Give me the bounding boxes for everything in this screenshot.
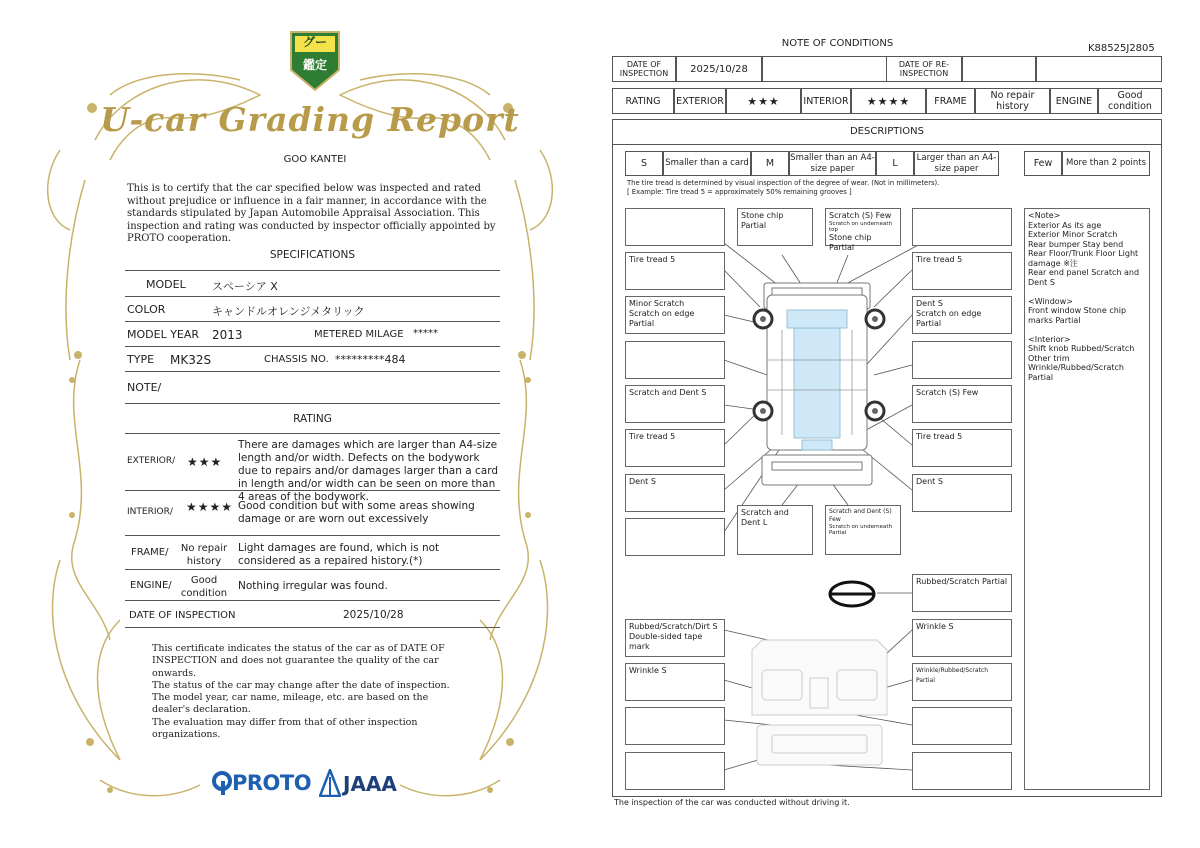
badge-bottom-text: 鑑定	[302, 58, 327, 72]
inspection-footer: The inspection of the car was conducted without driving it.	[614, 798, 850, 807]
color-label: COLOR	[127, 303, 166, 316]
note-line: Wrinkle/Rubbed/Scratch Partial	[1028, 363, 1124, 382]
interior-description: Good condition but with some areas showing damage or are worn out excessively	[238, 500, 475, 525]
damage-text: Stone chip Partial	[829, 233, 872, 252]
interior-stars-cell: ★★★★	[851, 88, 926, 114]
mileage-value: *****	[413, 328, 438, 339]
empty-cell	[762, 56, 888, 82]
proto-logo-icon	[212, 770, 232, 796]
note-line: <Note>	[1028, 211, 1061, 220]
damage-box	[825, 505, 901, 555]
engine-value-cell: Good condition	[1098, 88, 1162, 114]
damage-text: Scratch on edge Partial	[629, 309, 695, 328]
damage-box	[912, 752, 1012, 790]
damage-box	[625, 707, 725, 745]
damage-box	[625, 752, 725, 790]
date-of-inspection-value: 2025/10/28	[343, 609, 404, 621]
frame-description: Light damages are found, which is not considered as a repaired history.(*)	[238, 542, 440, 567]
frame-label-cell: FRAME	[926, 88, 975, 114]
model-value: スペーシア X	[212, 280, 278, 293]
damage-text: Double-sided tape mark	[629, 632, 703, 651]
damage-subtext: Scratch on underneath Partial	[829, 524, 893, 536]
model-year-value: 2013	[212, 328, 243, 342]
damage-box: Wrinkle S	[625, 663, 725, 701]
reinspection-value-cell	[962, 56, 1036, 82]
exterior-description: There are damages which are larger than A4-size length and/or width. Defects on the bodywork due to repairs and/or damages larger than a card in length and/or width can be seen on more than 4 areas of the bodywork.	[238, 439, 498, 503]
exterior-stars-cell: ★★★	[726, 88, 801, 114]
damage-box: Tire tread 5	[912, 252, 1012, 290]
mileage-label: METERED MILAGE	[314, 329, 404, 340]
type-value: MK32S	[170, 353, 212, 367]
legend-value-s: Smaller than a card	[663, 151, 751, 176]
model-label: MODEL	[146, 278, 186, 291]
divider	[125, 321, 500, 322]
damage-box	[625, 619, 725, 657]
damage-box: Dent S	[912, 474, 1012, 512]
divider	[125, 433, 500, 434]
engine-label-cell: ENGINE	[1050, 88, 1098, 114]
legend-key-few: Few	[1024, 151, 1062, 176]
damage-box	[625, 341, 725, 379]
divider	[125, 346, 500, 347]
jaaa-logo-text: JAAA	[343, 772, 397, 796]
damage-subtext: Scratch on underneath top	[829, 221, 893, 233]
note-of-conditions-panel	[600, 0, 1200, 848]
damage-box: Rubbed/Scratch Partial	[912, 574, 1012, 612]
note-line: Exterior Minor Scratch	[1028, 230, 1118, 239]
date-of-inspection-label: DATE OF INSPECTION	[129, 610, 236, 621]
chassis-value: *********484	[335, 353, 406, 366]
damage-box: Scratch and Dent S	[625, 385, 725, 423]
exterior-label: EXTERIOR/	[127, 456, 176, 466]
conditions-heading: NOTE OF CONDITIONS	[781, 38, 894, 49]
legend-value-l: Larger than an A4-size paper	[914, 151, 999, 176]
note-line: Shift knob Rubbed/Scratch	[1028, 344, 1135, 353]
note-line: Rear end panel Scratch and Dent S	[1028, 268, 1140, 287]
note-line: <Window>	[1028, 296, 1073, 306]
damage-box: Tire tread 5	[625, 429, 725, 467]
divider	[125, 600, 500, 601]
damage-box	[625, 296, 725, 334]
notes-panel	[1024, 208, 1150, 790]
footer-line: The model year, car name, mileage, etc. are based on the dealer's declaration.	[152, 692, 429, 716]
damage-box: Tire tread 5	[912, 429, 1012, 467]
rating-heading: RATING	[293, 413, 332, 425]
legend-key-s: S	[625, 151, 663, 176]
damage-box: Dent S	[625, 474, 725, 512]
intro-paragraph: This is to certify that the car specified below was inspected and rated without prejudice or influence in a fair manner, in accordance with the standards stipulated by Japan Automobile Appraisal Association. This inspection and rating was conducted by inspector officially appointed by PROTO cooperation.	[127, 183, 496, 244]
footer-line: The evaluation may differ from that of other inspection organizations.	[152, 716, 418, 741]
damage-text: Scratch (S) Few	[829, 211, 892, 220]
damage-box: Wrinkle S	[912, 619, 1012, 657]
engine-description: Nothing irregular was found.	[238, 580, 388, 592]
legend-value-few: More than 2 points	[1062, 151, 1150, 176]
damage-text: Scratch on edge Partial	[916, 309, 982, 328]
color-value: キャンドルオレンジメタリック	[212, 305, 365, 318]
damage-text: Dent S	[916, 299, 943, 308]
damage-box	[912, 707, 1012, 745]
damage-text: Rubbed/Scratch/Dirt S	[629, 622, 718, 631]
divider	[125, 371, 500, 372]
damage-box	[625, 208, 725, 246]
tire-note-line: [ Example: Tire tread 5 = approximately 50% remaining grooves ]	[627, 188, 852, 196]
exterior-label-cell: EXTERIOR	[674, 88, 726, 114]
reference-number: K88525J2805	[1088, 43, 1155, 54]
divider	[125, 569, 500, 570]
certificate-footer	[152, 643, 467, 741]
doi-label-cell: DATE OF INSPECTION	[612, 56, 676, 82]
tire-note-line: The tire tread is determined by visual inspection of the degree of wear. (Not in millimeters).	[627, 179, 940, 187]
interior-label: INTERIOR/	[127, 507, 173, 517]
legend-key-l: L	[876, 151, 914, 176]
engine-value: Good condition	[180, 575, 228, 599]
footer-line: The status of the car may change after the date of inspection.	[152, 679, 450, 691]
damage-text: Scratch and Dent (S) Few	[829, 508, 892, 523]
note-line: Other trim	[1028, 353, 1070, 363]
damage-box: Stone chip Partial	[737, 208, 813, 246]
exterior-stars: ★★★	[187, 455, 223, 469]
frame-value: No repair history	[180, 543, 228, 567]
tire-note	[627, 179, 939, 197]
reinspection-label-cell: DATE OF RE-INSPECTION	[886, 56, 962, 82]
damage-box: Scratch (S) Few	[912, 385, 1012, 423]
damage-box: Tire tread 5	[625, 252, 725, 290]
descriptions-heading: DESCRIPTIONS	[612, 119, 1162, 145]
divider	[125, 490, 500, 491]
note-line	[1028, 325, 1146, 335]
damage-box	[912, 296, 1012, 334]
legend-key-m: M	[751, 151, 789, 176]
divider	[125, 270, 500, 271]
note-line: Exterior As its age	[1028, 220, 1102, 230]
damage-box	[912, 208, 1012, 246]
frame-value-cell: No repair history	[975, 88, 1050, 114]
damage-box	[825, 208, 901, 252]
interior-label-cell: INTERIOR	[801, 88, 851, 114]
damage-box	[912, 341, 1012, 379]
damage-box	[625, 518, 725, 556]
divider	[125, 403, 500, 404]
rating-label-cell: RATING	[612, 88, 674, 114]
damage-box: Wrinkle/Rubbed/Scratch Partial	[912, 663, 1012, 701]
divider	[125, 627, 500, 628]
note-line: Rear bumper Stay bend	[1028, 239, 1124, 249]
divider	[125, 535, 500, 536]
damage-box: Scratch and Dent L	[737, 505, 813, 555]
note-line: <Interior>	[1028, 334, 1071, 344]
legend-value-m: Smaller than an A4-size paper	[789, 151, 876, 176]
divider	[125, 296, 500, 297]
frame-label: FRAME/	[131, 547, 169, 558]
proto-logo-text: PROTO	[232, 771, 312, 795]
note-line: Rear Floor/Trunk Floor Light damage ※注	[1028, 249, 1139, 268]
engine-label: ENGINE/	[130, 580, 172, 591]
doi-value-cell: 2025/10/28	[676, 56, 762, 82]
report-subtitle: GOO KANTEI	[283, 154, 347, 165]
badge-top-text: グー	[302, 35, 327, 49]
note-line: Front window Stone chip marks Partial	[1028, 306, 1127, 325]
specs-heading: SPECIFICATIONS	[269, 249, 356, 261]
note-label: NOTE/	[127, 381, 162, 394]
footer-line: This certificate indicates the status of the car as of DATE OF INSPECTION and does not guarantee the quality of the car onwards.	[152, 643, 445, 679]
jaaa-logo-icon	[319, 769, 341, 797]
damage-text: Minor Scratch	[629, 299, 685, 308]
interior-stars: ★★★★	[186, 500, 234, 514]
empty-cell	[1036, 56, 1162, 82]
model-year-label: MODEL YEAR	[127, 328, 200, 341]
chassis-label: CHASSIS NO.	[264, 354, 329, 365]
note-line	[1028, 287, 1146, 297]
type-label: TYPE	[127, 353, 155, 366]
report-title: U-car Grading Report	[100, 100, 520, 139]
